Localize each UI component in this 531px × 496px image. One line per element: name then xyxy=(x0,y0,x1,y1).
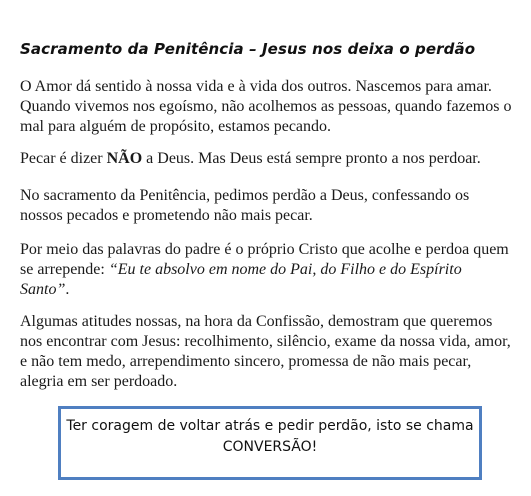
document-title: Sacramento da Penitência – Jesus nos deixa o perdão xyxy=(20,40,476,58)
paragraph-sin-end: a Deus. Mas Deus está sempre pronto a nos perdoar. xyxy=(142,150,481,167)
callout-line-2: CONVERSÃO! xyxy=(222,439,318,455)
paragraph-sacrament: No sacramento da Penitência, pedimos perdão a Deus, confessando os nossos pecados e prometendo não mais pecar. xyxy=(20,187,470,224)
conversion-callout-box xyxy=(58,406,482,480)
paragraph-sin xyxy=(20,149,515,169)
paragraph-absolution-start: Por meio das palavras do padre é o próprio Cristo que acolhe e perdoa quem se arrepende: xyxy=(20,241,509,278)
paragraph-attitudes: Algumas atitudes nossas, na hora da Confissão, demostram que queremos nos encontrar com Jesus: recolhimento, silêncio, exame da nossa vida, amor, e não tem medo, arrependimento sincero, promessa de não mais pecar, alegria em ser perdoado. xyxy=(20,313,511,390)
absolution-quote: “Eu te absolvo em nome do Pai, do Filho e do Espírito Santo” xyxy=(20,261,462,298)
paragraph-absolution xyxy=(20,240,515,300)
callout-text xyxy=(61,416,479,458)
paragraph-love: O Amor dá sentido à nossa vida e à vida dos outros. Nascemos para amar. Quando vivemos nos egoísmo, não acolhemos as pessoas, quando fazemos o mal para alguém de propósito, estamos pecando. xyxy=(20,78,512,135)
paragraph-sin-start: Pecar é dizer xyxy=(20,150,107,167)
paragraph-absolution-end: . xyxy=(65,281,70,298)
callout-line-1: Ter coragem de voltar atrás e pedir perdão, isto se chama xyxy=(66,418,474,434)
paragraph-sin-emphasis: NÃO xyxy=(106,150,143,167)
